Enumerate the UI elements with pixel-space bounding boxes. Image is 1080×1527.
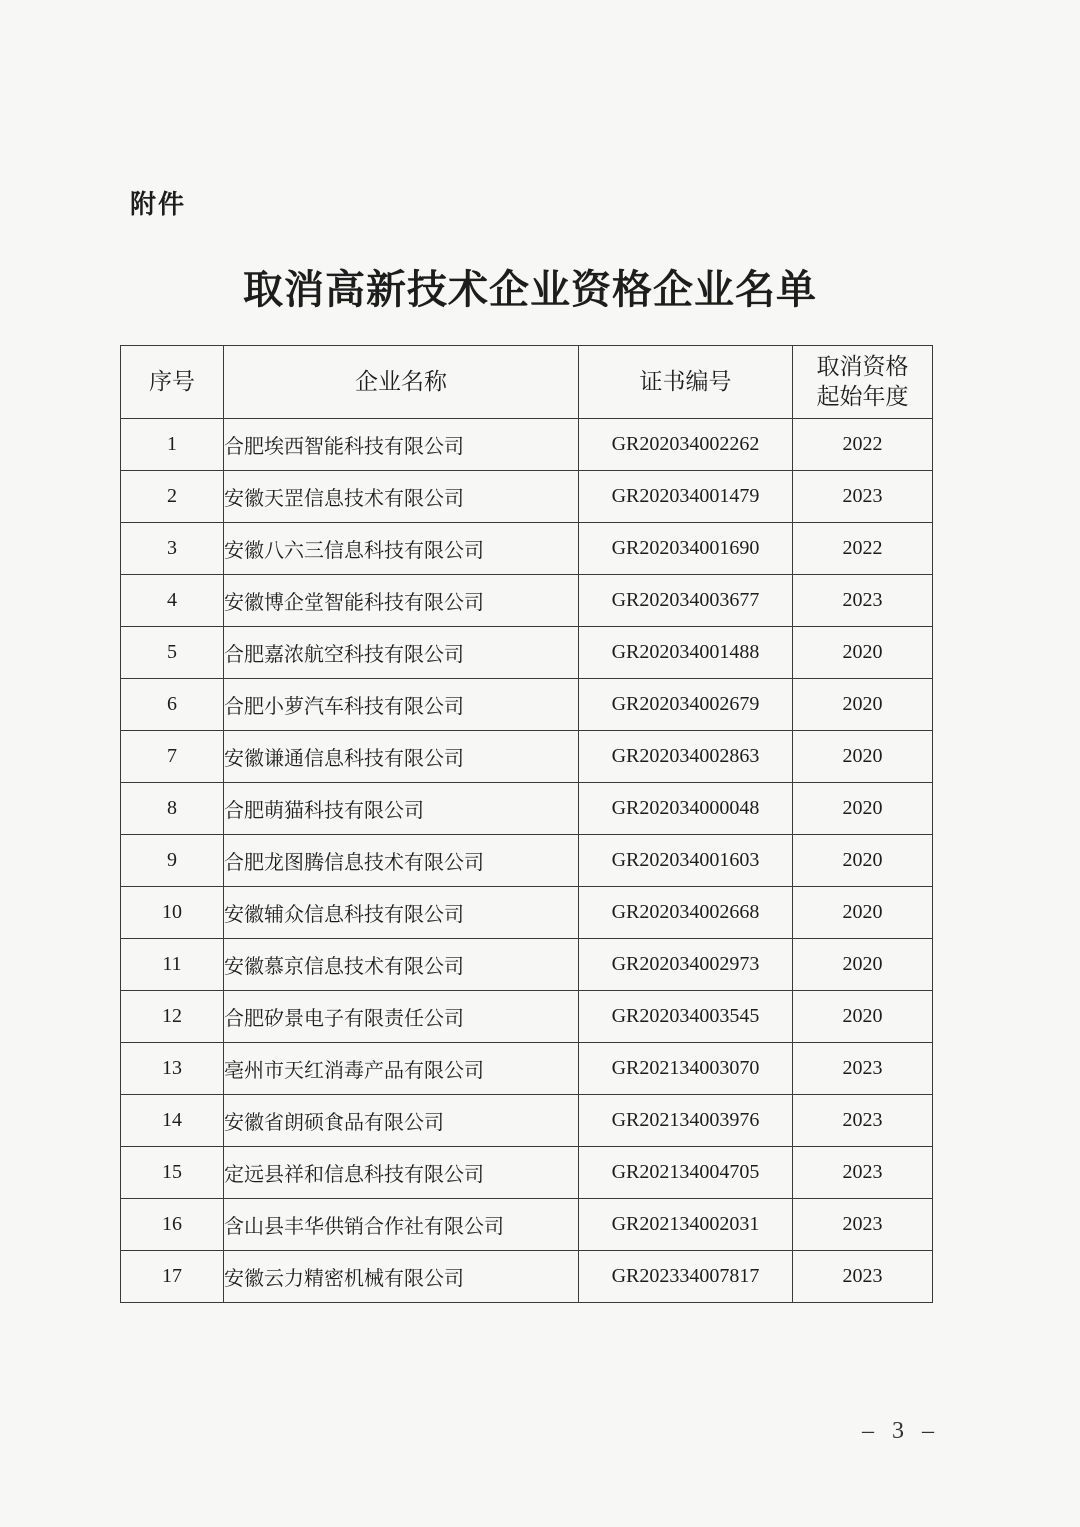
row-index: 15 bbox=[121, 1147, 224, 1199]
table-row bbox=[121, 523, 933, 575]
row-company-name: 定远县祥和信息科技有限公司 bbox=[224, 1147, 579, 1199]
header-cancel-year-line1: 取消资格 bbox=[816, 354, 909, 380]
table-row bbox=[121, 1043, 933, 1095]
row-index: 10 bbox=[121, 887, 224, 939]
row-cancel-year: 2020 bbox=[793, 679, 933, 731]
row-company-name: 安徽八六三信息科技有限公司 bbox=[224, 523, 579, 575]
header-cancel-year bbox=[793, 346, 933, 419]
row-cancel-year: 2022 bbox=[793, 419, 933, 471]
row-company-name: 合肥埃西智能科技有限公司 bbox=[224, 419, 579, 471]
table-row bbox=[121, 627, 933, 679]
row-company-name: 亳州市天红消毒产品有限公司 bbox=[224, 1043, 579, 1095]
row-index: 17 bbox=[121, 1251, 224, 1303]
table-row bbox=[121, 1147, 933, 1199]
row-cancel-year: 2020 bbox=[793, 991, 933, 1043]
table-row bbox=[121, 835, 933, 887]
row-certificate-number: GR202134003976 bbox=[579, 1095, 793, 1147]
row-company-name: 合肥嘉浓航空科技有限公司 bbox=[224, 627, 579, 679]
row-cancel-year: 2020 bbox=[793, 939, 933, 991]
row-cancel-year: 2020 bbox=[793, 731, 933, 783]
row-cancel-year: 2020 bbox=[793, 835, 933, 887]
row-company-name: 含山县丰华供销合作社有限公司 bbox=[224, 1199, 579, 1251]
row-index: 1 bbox=[121, 419, 224, 471]
row-certificate-number: GR202034001690 bbox=[579, 523, 793, 575]
row-cancel-year: 2023 bbox=[793, 1251, 933, 1303]
row-index: 14 bbox=[121, 1095, 224, 1147]
table-row bbox=[121, 471, 933, 523]
header-cancel-year-line2: 起始年度 bbox=[816, 384, 909, 410]
header-index: 序号 bbox=[121, 346, 224, 419]
row-company-name: 安徽云力精密机械有限公司 bbox=[224, 1251, 579, 1303]
row-cancel-year: 2020 bbox=[793, 887, 933, 939]
row-certificate-number: GR202034002668 bbox=[579, 887, 793, 939]
company-list-table bbox=[120, 345, 933, 1303]
table-row bbox=[121, 1251, 933, 1303]
row-certificate-number: GR202034000048 bbox=[579, 783, 793, 835]
row-cancel-year: 2023 bbox=[793, 1147, 933, 1199]
row-index: 3 bbox=[121, 523, 224, 575]
row-certificate-number: GR202034003677 bbox=[579, 575, 793, 627]
row-index: 16 bbox=[121, 1199, 224, 1251]
row-index: 7 bbox=[121, 731, 224, 783]
row-cancel-year: 2023 bbox=[793, 1199, 933, 1251]
table-row bbox=[121, 1095, 933, 1147]
row-certificate-number: GR202134003070 bbox=[579, 1043, 793, 1095]
row-company-name: 安徽天罡信息技术有限公司 bbox=[224, 471, 579, 523]
row-company-name: 合肥萌猫科技有限公司 bbox=[224, 783, 579, 835]
row-certificate-number: GR202034003545 bbox=[579, 991, 793, 1043]
row-cancel-year: 2022 bbox=[793, 523, 933, 575]
row-company-name: 安徽博企堂智能科技有限公司 bbox=[224, 575, 579, 627]
row-cancel-year: 2023 bbox=[793, 471, 933, 523]
row-index: 6 bbox=[121, 679, 224, 731]
row-company-name: 合肥小萝汽车科技有限公司 bbox=[224, 679, 579, 731]
table-row bbox=[121, 939, 933, 991]
row-index: 4 bbox=[121, 575, 224, 627]
row-certificate-number: GR202034001603 bbox=[579, 835, 793, 887]
row-company-name: 合肥矽景电子有限责任公司 bbox=[224, 991, 579, 1043]
row-index: 9 bbox=[121, 835, 224, 887]
row-company-name: 安徽辅众信息科技有限公司 bbox=[224, 887, 579, 939]
row-index: 5 bbox=[121, 627, 224, 679]
table-row bbox=[121, 419, 933, 471]
page-number: – 3 – bbox=[862, 1418, 940, 1444]
row-certificate-number: GR202034002863 bbox=[579, 731, 793, 783]
row-certificate-number: GR202034002262 bbox=[579, 419, 793, 471]
row-cancel-year: 2023 bbox=[793, 575, 933, 627]
row-company-name: 安徽慕京信息技术有限公司 bbox=[224, 939, 579, 991]
table-row bbox=[121, 887, 933, 939]
row-certificate-number: GR202134002031 bbox=[579, 1199, 793, 1251]
table-header-row bbox=[121, 346, 933, 419]
table-row bbox=[121, 575, 933, 627]
row-certificate-number: GR202034002973 bbox=[579, 939, 793, 991]
row-cancel-year: 2023 bbox=[793, 1043, 933, 1095]
row-certificate-number: GR202034001479 bbox=[579, 471, 793, 523]
row-index: 2 bbox=[121, 471, 224, 523]
row-company-name: 安徽谦通信息科技有限公司 bbox=[224, 731, 579, 783]
table-row bbox=[121, 679, 933, 731]
table-row bbox=[121, 731, 933, 783]
row-cancel-year: 2020 bbox=[793, 627, 933, 679]
row-cancel-year: 2023 bbox=[793, 1095, 933, 1147]
header-company-name: 企业名称 bbox=[224, 346, 579, 419]
row-index: 13 bbox=[121, 1043, 224, 1095]
row-company-name: 安徽省朗硕食品有限公司 bbox=[224, 1095, 579, 1147]
table-row bbox=[121, 1199, 933, 1251]
attachment-label: 附件 bbox=[130, 190, 187, 220]
row-index: 12 bbox=[121, 991, 224, 1043]
table-row bbox=[121, 783, 933, 835]
row-cancel-year: 2020 bbox=[793, 783, 933, 835]
header-certificate-number: 证书编号 bbox=[579, 346, 793, 419]
row-certificate-number: GR202034001488 bbox=[579, 627, 793, 679]
row-certificate-number: GR202334007817 bbox=[579, 1251, 793, 1303]
table-row bbox=[121, 991, 933, 1043]
table-body bbox=[121, 419, 933, 1303]
document-title: 取消高新技术企业资格企业名单 bbox=[243, 266, 817, 313]
row-company-name: 合肥龙图腾信息技术有限公司 bbox=[224, 835, 579, 887]
row-certificate-number: GR202134004705 bbox=[579, 1147, 793, 1199]
row-index: 11 bbox=[121, 939, 224, 991]
row-index: 8 bbox=[121, 783, 224, 835]
row-certificate-number: GR202034002679 bbox=[579, 679, 793, 731]
